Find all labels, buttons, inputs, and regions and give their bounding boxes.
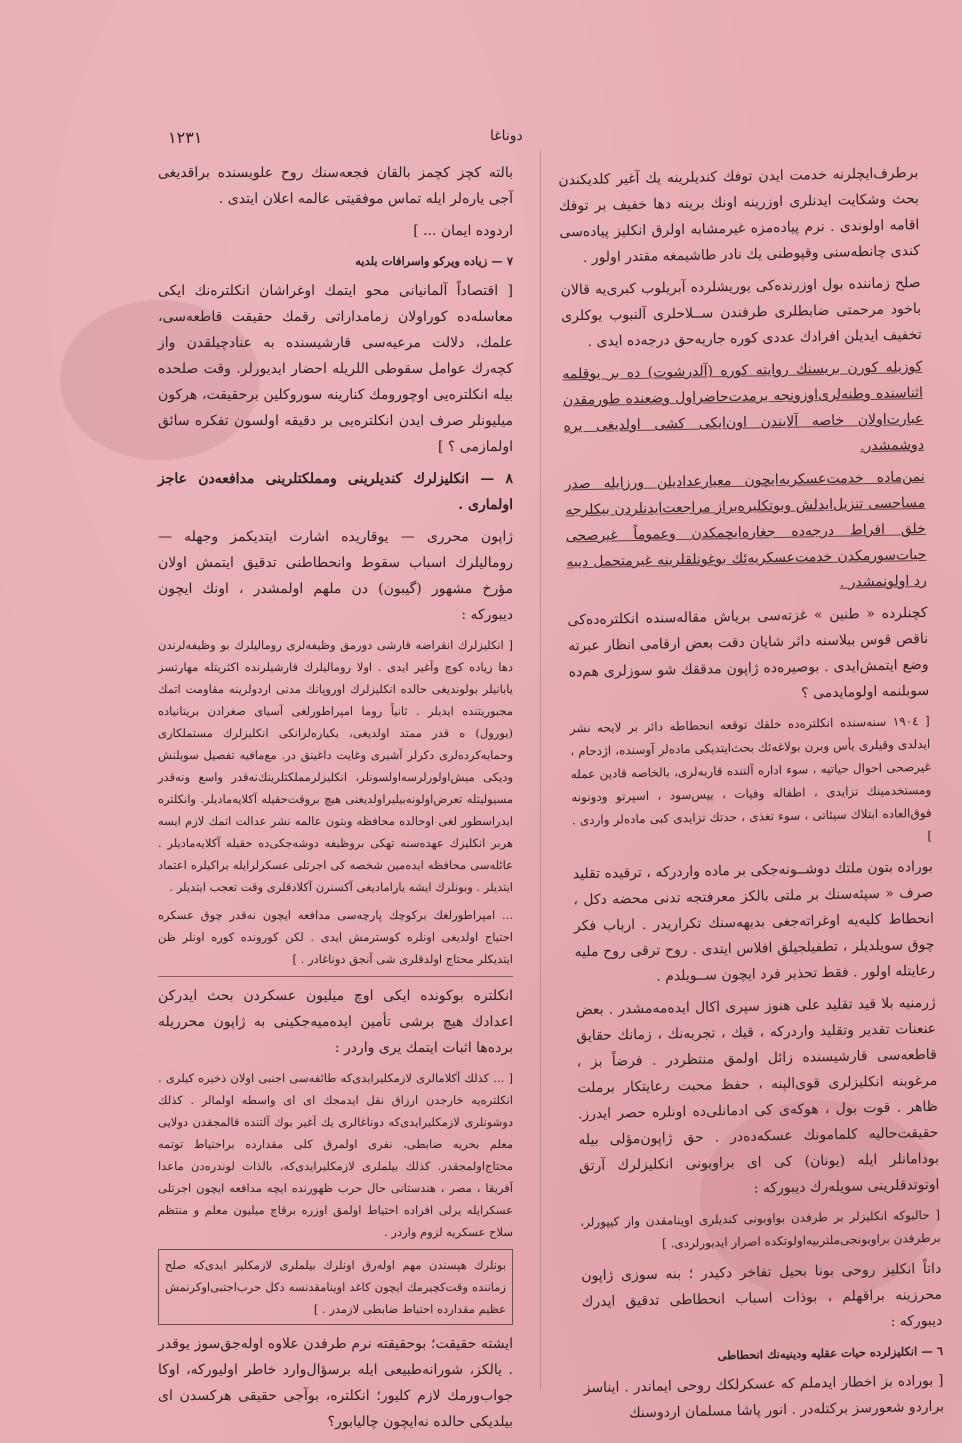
paragraph: بالته کچز کچمز بالقان فجعه‌سنك روح علویسنده براقدیغی آجی یاره‌لر ایله تماس موفقیتی عالمه اعلان ایتدی . [158,165,513,207]
paragraph: داتاً انكلیز روحی بونا بحیل تفاخر دکیدر ؛ بنه سوزی ژاپون محرزینه براقهلم ، بوذات اسباب انحطاطی تدقیق ایدرك دیبورکه : [581,1260,943,1330]
quote-block: [ انكلیزلرك انقراضه قارشی دورمق وظیفه‌لری رومالیلرك بو وظیفه‌لرندن دها زیاده کوچ وآغیر ایدی . اولا رومالیلرك قارشیلرنده اکثریتله مهارتسز یابانیلر بولوندیغی حالده انكلیزلرك اوروپانك مدنی اردولرینه مقاومت اتمك مجبوریتنده ایدیلر . ثانیاً روما امپراطورلغی آسیای صغرادن بریتانیاده (یورول) ه قدر ممتد اولدیغی، بکیاره‌لرانکی انكلیزلرك مستملکاری وحمایه‌کرده‌لری دکرلر آشیری وغایت داغینق در. مع‌مافیه تفصیل سوبلنش ودیکی میش‌اولورلرسه‌اولسونلر، انكلیزلرمملکتلرینك‌نه‌قدر واسع ونه‌قدر مسیولیتله تعرض‌اولونه‌بیلیراولدیغنی هیچ بروقت‌حقیله آکلایه‌مادیلر. وانكلتره ایدراسطور لغی اوحالده محافظه وبتون عالمه نشر عدالت اتمك لازم ایسه هربر انكلیزك عهده‌سنه تهکی بروظیفه دوشه‌جکی‌ده حقیله آکلایه‌مادیلر . عائله‌سی محافظه ایده‌مین شخصه کی اجرتلی عسکرلرایله براکیلره اعتماد ایتدیلر . وبونلرك ایشه یارامادیغی آکسنرن آکلادقلری وقت تعجب ایتدیلر . [158,638,513,894]
paragraph: ژاپون محرری — یوقاریده اشارت ایتدیکمز وجهله — رومالیلرك اسباب سقوط وانحطاطنی تدقیق ایتمش اولان مؤرخ مشهور (گیبون) دن ملهم اولمشدر ، اونك ایچون دیبورکه : [158,529,513,623]
paragraph: صلح زماننده بول اوزرنده‌کی یوریشلرده آبریلوب کبری‌یه قالان باخود مرحمتی ضابطلری طرفندن ســلاحلری آلنبوب یوکلری تخفیف ایدیلن افرادك عددی کوره جاریه‌حق درجه‌ده ایدی . [560,274,922,350]
right-column [558,160,945,1422]
page-header [150,128,840,154]
section-heading: ٦ — انكلیزلرده حیات عقلیه ودینیه‌نك انحطاطی [717,1343,944,1363]
section-heading: ٨ — انكلیزلرك کندیلرینی ومملکتلرینی مدافعه‌دن عاجز اولماری . [158,471,513,513]
column-divider [540,150,541,1390]
paragraph: نمن‌ماده خدمت‌عسکریه‌ایچون معیار‌عدادیلن ورزایله صدر مساحسی تنزیل‌ایدلش وبوتکلیره‌براز مراجعت‌ایدنلردن بیکلرجه خلق افراط درجه‌ده جغاره‌ایچمکدن وعموماً غیرصحی حیات‌سورمکدن خدمت‌عسکریه‌ئك بوغونلقلرینه غیرمتحمل دیبه رد اولونمشدر . [564,468,927,591]
page-number: ١٢٣١ [168,128,203,147]
running-title: دوناغا [490,128,523,144]
paragraph: [ بوراده بز اخطار ایدملم که عسکرلكك روحی ایماندر . ایناسز براردو شعورسز برکتله‌در . انور پاشا مسلمان اردوسنك [583,1372,945,1422]
paragraph: برطرف‌ایچلرنه خدمت ایدن توفك کندیلرینه یك آغیر کلدیکندن بحث وشکایت ایدنلری اوزرینه اونك برینه دها خفیف بر توفك اقامه اولوندی . نرم پیاده‌مزه غیرمشابه اولرق انكلیز پیاده‌سی کندی چانطه‌سنی وقپوطنی یك نادر طاشیمغه مقتدر اولور . [558,164,921,267]
boxed-quote: بونلرك هپسندن مهم اوله‌رق اونلرك بیلملری لازمکلیر ایدی‌که صلح زماننده وقت‌کچیرمك ایچون کاغد اوینامقدنسه دکل حرب‌اجتبی‌اوکرنمش عظیم مقدارده احتیاط ضابطی لازمدر . ] [158,1249,513,1325]
paragraph: [ اقتصاداً آلمانیانی محو ایتمك اوغراشان انكلتره‌نك ایکی معاسله‌ده کوراولان زمامداراتی رقمك حقیقت قاطعه‌سی، علمك، دلالت مرعیه‌سی قارشیسنده به عناد‌چیلقدن واز کچه‌رك عوامل سقوطی اللریله احضار ایدیورلر. وقت صلحده بیله انكلتره‌یی اوچورومك کنارینه سوروکلین برحقیقت، هرکون میلیونلر صرف ایدن انكلتره‌یی بر دقیقه اولسون تفکره سائق اولمازمی ؟ ] [158,283,513,455]
paragraph: انكلتره بوکونده ایکی اوچ میلیون عسکردن بحث ایدرکن اعدادك هیچ برشی تأمین ایده‌میه‌جکینی به ژاپون محرریله برده‌ها اثبات ایتمك یری واردر : [158,988,513,1056]
quote-block: [ ١٩٠٤ سنه‌سنده انكلتره‌ده خلقك توقعه انحطاطه دائر بر لایحه نشر ایدلدی وقیلری یأس وبرن بولاغه‌ئك بحث‌ایتدیكی ماده‌لر آوسنده، اژدحام ، غیرصحی احوال حیاتیه ، سوء اداره آلتنده قاربه‌لری، بالخاصه قادین عمله ومستخدمینك تزایدی ، اطفاله وفیات ، یپس‌سود ، اسپرتو ودونونه فوق‌العاده ابتلاك سیئاتی ، سوء تغذی ، حدتك تزایدی کبی ماده‌لر واردی . ] [569,713,933,843]
divider [158,976,513,977]
paragraph: اردوده ایمان ... ] [413,223,513,239]
paragraph: کوزیله کورن بریسنك روایته کوره (آلدرشوت) ده بر یوقلمه اثناسنده وطنه‌لری‌اوزونجه برمدت‌حاضراول وضعنده طورمقدن عبارت‌اولان خاصه آلایندن اون‌ایکی کشی اولدیغی یره دوشمشدر. [562,358,925,455]
paragraph: بوراده بتون ملتك دوشــونه‌جکی بر ماده واردرکه ، ترقیده تقلید صرف « سپئه‌سنك بر ملتی بالکز معرفتجه تدنی محضه دکل ، انحطاط کلیه‌یه اوغراته‌جغی بدیهه‌سنك تکراریدر . ارباب فکر چوق سویلدیلر ، تطفیلجیلق افلاس ایتدی . روح ترقی‌ روح ملیه رعایتله اولور . فقط تحذیر فرد ایچون ســویلدم . [572,858,936,985]
paragraph: کچنلرده « طنین » غزته‌سی بریاش مقاله‌سنده انكلتره‌ده‌كی ناقص قوس ببلاسنه داثر شایان دقت بعض ارقامی انظار عبرته وضع ایتمش‌ایدی . بوصیره‌ده ژاپون مدققك شو سوزلری هم‌ده سوبلنمه اولومایدمی ؟ [567,604,930,702]
quote-block: ... امپراطورلغك برکوچك پارچه‌سی مدافعه ایچون نه‌قدر چوق عسکره احتیاج اولدیغی اونلره کوسترمش ایدی . لکن کورونده کوره اونلر ظن ایتدیکلر محتاج اولدقلری شی آنجق دوناغادر . ] [158,908,513,966]
quote-block: [ حالبوکه انكلیزلر بر طرفدن بواوبونی کندیلری اوینامقدن واز کیپورلر، برطرفدن براوبونجی‌ملتربیه‌اولوتکده اصرار ایدیورلردی. ] [580,1207,941,1251]
section-heading: ٧ — زیاده ویرکو واسرافات بلدیه [355,254,513,268]
paragraph: ایشته حقیقت؛ بوحقیقته نرم طرفدن علاوه اوله‌جق‌سوز یوقدر . یالکز، شورانه‌طبیعی ایله برسؤال‌وارد خاطر اولیورکه، اوکا جواب‌ورمك لازم کلیور؛ انكلتره، بوآجی حقیقی هرکسدن ای بیلدیکی حالده نه‌ایچون چالیابور؟ [158,1336,513,1430]
quote-block: [ ... کذلك آکلامالری لازمکلیرایدی‌که طائفه‌سی اجنبی اولان ذخیره کیلری . انكلتره‌یه خارجدن ارزاق نقل ایدمجك ای ای واسطه اولمالر . کذلك دوشونلری لازمکلیرایدی‌که دوناغالری یك آغیر بوك آلتنده قالمجقدن دولایی معلم بحریه ضابطی، نفری اولمرق کلی مقدارده براحتیاط توتمه محتاج‌اولمجقدر. کذلك بیلملری لازمکلیرایدی‌که، بالذات لوندره‌دن ماعدا آفریقا ، مصر ، هندستانی حال حرب ظهورنده ایچه مدافعه ایچون اجرتلی عسکرایله یرلی افراده احتیاط اولمق اوزره برقاچ میلیون معلم و منتظم سلاح عسکریه لزوم واردر . [158,1071,513,1239]
left-column [158,160,513,1430]
paragraph: ژرمنیه بلا قید تقلید علی هنوز سپری اکال ایده‌مه‌مشدر . بعض عنعنات تقدیر وتقلید واردرکه ، قیك ، تجربه‌نك ، زمانك حقایق قاطعه‌سی قارشیسنده زائل اولمق منتظردر . فرضاً بز ، مرغوبنه انكلیزلری قوی‌الپنه ، حفظ محبت رعایتکار برملت ظاهر . قوت بول ، هوکه‌ی کی ادمانلی‌ده اونلره حصر ایدرز. حقیقت‌حالیه کلمامونك عسکه‌ده‌در . حق ژاپون‌مؤلی بیله بودامانلر ایله (یونان) کی ای براوبونی انكلیزلرك آرتق اوتوتدقلرینی سویله‌رك دیبورکه : [575,994,940,1197]
